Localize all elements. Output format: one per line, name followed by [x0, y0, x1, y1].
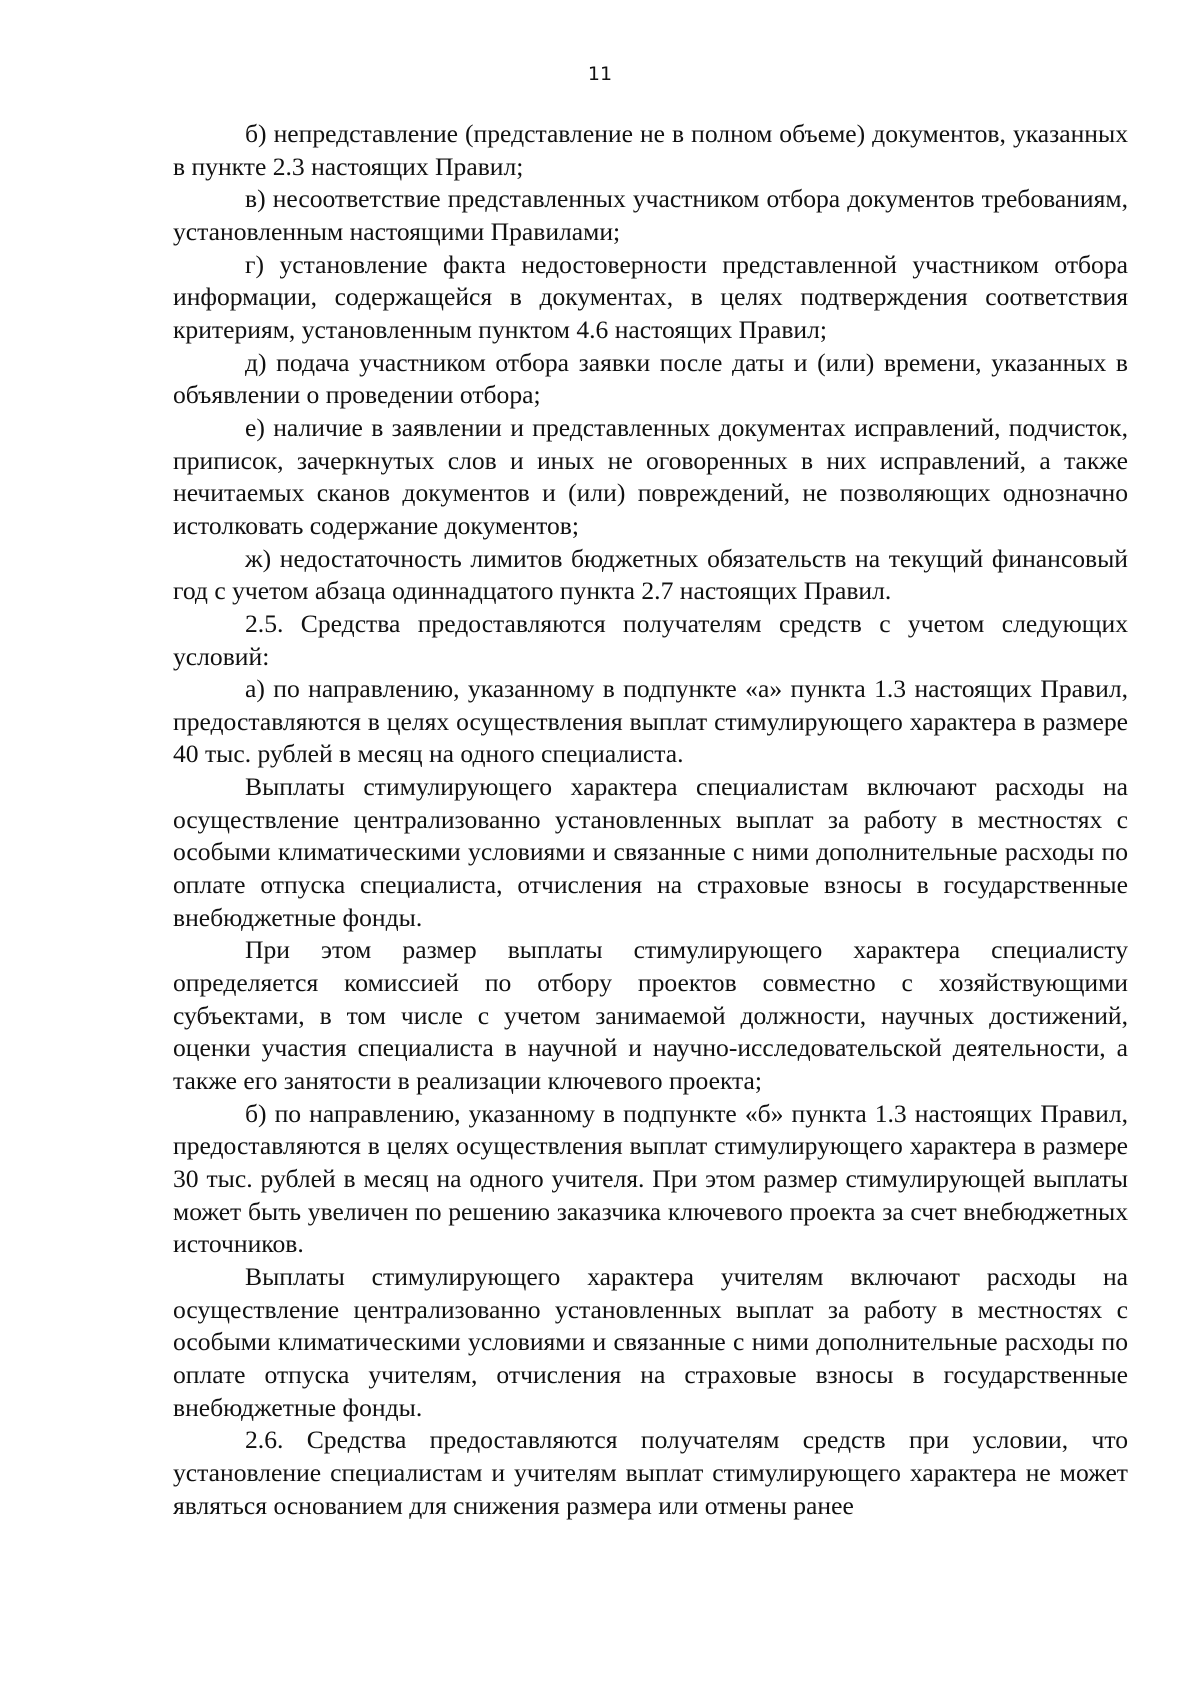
- paragraph-g-false-information: г) установление факта недостоверности представленной участником отбора информации, содержащейся в документах, в целях подтверждения соответствия критериям, установленным пунктом 4.6 настоящих Правил;: [173, 249, 1128, 344]
- paragraph-2-6-condition: 2.6. Средства предоставляются получателям средств при условии, что установление специалистам и учителям выплат стимулирующего характера не может являться основанием для снижения размера или отмены ранее: [173, 1425, 1128, 1520]
- paragraph-a-specialist-payments: а) по направлению, указанному в подпункте «а» пункта 1.3 настоящих Правил, предоставляются в целях осуществления выплат стимулирующего характера в размере 40 тыс. рублей в месяц на одного специалиста.: [173, 674, 1128, 769]
- paragraph-b-documents-not-submitted: б) непредставление (представление не в полном объеме) документов, указанных в пункте 2.3 настоящих Правил;: [173, 119, 1128, 181]
- body-text: [173, 118, 1128, 1522]
- paragraph-teacher-payment-expenses: Выплаты стимулирующего характера учителям включают расходы на осуществление централизованно установленных выплат за работу в местностях с особыми климатическими условиями и связанные с ними дополнительные расходы по оплате отпуска учителям, отчисления на страховые взносы в государственные внебюджетные фонды.: [173, 1261, 1128, 1422]
- paragraph-v-noncompliance: в) несоответствие представленных участником отбора документов требованиям, установленным настоящими Правилами;: [173, 184, 1128, 246]
- paragraph-e-corrections: е) наличие в заявлении и представленных документах исправлений, подчисток, приписок, зачеркнутых слов и иных не оговоренных в них исправлений, а также нечитаемых сканов документов и (или) повреждений, не позволяющих однозначно истолковать содержание документов;: [173, 412, 1128, 540]
- paragraph-zh-insufficient-limits: ж) недостаточность лимитов бюджетных обязательств на текущий финансовый год с учетом абзаца одиннадцатого пункта 2.7 настоящих Правил.: [173, 543, 1128, 606]
- paragraph-specialist-payment-size: При этом размер выплаты стимулирующего характера специалисту определяется комиссией по отбору проектов совместно с хозяйствующими субъектами, в том числе с учетом занимаемой должности, научных достижений, оценки участия специалиста в научной и научно-исследовательской деятельности, а также его занятости в реализации ключевого проекта;: [173, 935, 1128, 1096]
- paragraph-b-teacher-payments: б) по направлению, указанному в подпункте «б» пункта 1.3 настоящих Правил, предоставляются в целях осуществления выплат стимулирующего характера в размере 30 тыс. рублей в месяц на одного учителя. При этом размер стимулирующей выплаты может быть увеличен по решению заказчика ключевого проекта за счет внебюджетных источников.: [173, 1098, 1128, 1259]
- paragraph-specialist-payment-expenses: Выплаты стимулирующего характера специалистам включают расходы на осуществление централизованно установленных выплат за работу в местностях с особыми климатическими условиями и связанные с ними дополнительные расходы по оплате отпуска специалиста, отчисления на страховые взносы в государственные внебюджетные фонды.: [173, 772, 1128, 932]
- page-number: 11: [587, 63, 613, 85]
- paragraph-2-5-conditions: 2.5. Средства предоставляются получателям средств с учетом следующих условий:: [173, 608, 1128, 671]
- paragraph-d-late-application: д) подача участником отбора заявки после даты и (или) времени, указанных в объявлении о проведении отбора;: [173, 347, 1128, 410]
